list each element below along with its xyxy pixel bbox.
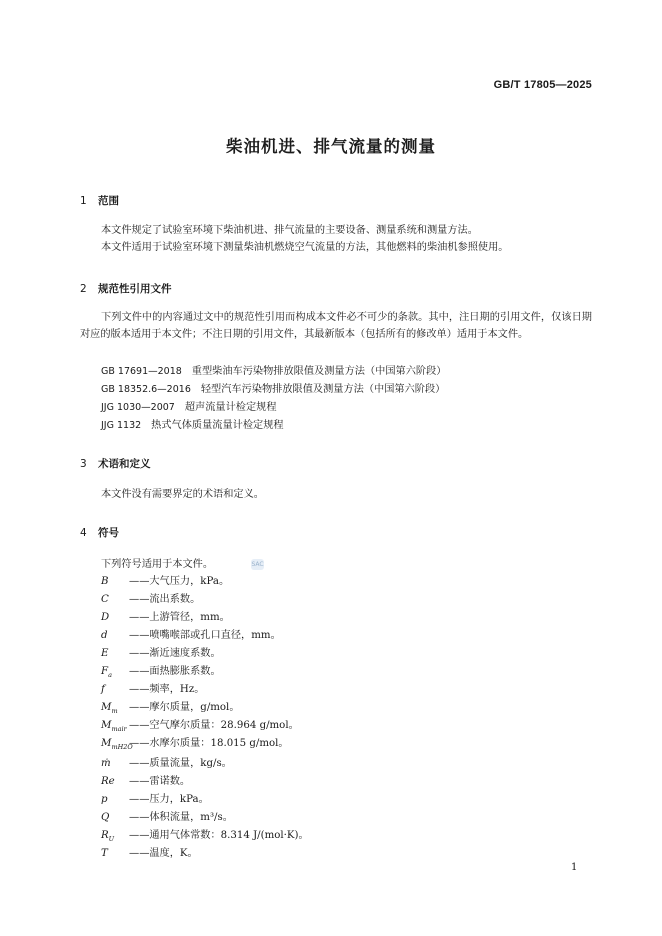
symbol-definition: ——雷诺数。 (129, 776, 191, 787)
symbol-row (101, 845, 198, 862)
symbol-row (101, 627, 281, 644)
symbol-definition: ——温度，K。 (129, 848, 198, 859)
reference-name: 超声流量计检定规程 (184, 402, 277, 413)
symbol-row (101, 699, 240, 716)
section-number: 3 (80, 458, 87, 470)
section-1-heading (80, 193, 119, 208)
symbol-row (101, 827, 309, 844)
section-3-paragraph: 本文件没有需要界定的术语和定义。 (101, 489, 264, 500)
symbol: $M_{mH2O}$ (101, 738, 133, 752)
section-2-heading (80, 281, 172, 296)
symbol: d (101, 630, 108, 641)
symbol: D (101, 612, 110, 623)
symbol-row (101, 773, 190, 790)
symbol-row (101, 645, 221, 662)
symbol-definition: ——摩尔质量，g/mol。 (129, 702, 240, 713)
section-3-heading (80, 456, 151, 471)
reference-line (101, 380, 445, 395)
section-number: 2 (80, 283, 87, 295)
symbol-definition: ——通用气体常数：8.314 J/(mol·K)。 (129, 830, 309, 841)
section-title: 规范性引用文件 (98, 283, 172, 295)
symbol: T (101, 848, 108, 859)
symbol: f (101, 684, 105, 695)
symbol-row (101, 809, 233, 826)
section-2-intro: 下列文件中的内容通过文中的规范性引用而构成本文件必不可少的条款。其中，注日期的引用文件，仅该日期对应的版本适用于本文件；不注日期的引用文件，其最新版本（包括所有的修改单）适用于本文件。 (80, 312, 592, 340)
symbol-definition: ——喷嘴喉部或孔口直径，mm。 (129, 630, 281, 641)
symbol-row (101, 755, 232, 772)
reference-name: 轻型汽车污染物排放限值及测量方法（中国第六阶段） (200, 384, 446, 395)
symbol-row (101, 681, 204, 698)
section-number: 1 (80, 195, 87, 207)
standard-code: GB/T 17805—2025 (493, 79, 592, 91)
symbol-definition: ——压力，kPa。 (129, 794, 209, 805)
symbol: E (101, 648, 109, 659)
reference-name: 重型柴油车污染物排放限值及测量方法（中国第六阶段） (191, 366, 447, 377)
section-4-heading (80, 525, 119, 540)
symbol: ṁ (101, 758, 111, 769)
section-title: 术语和定义 (98, 458, 151, 470)
symbol-definition: ——上游管径，mm。 (129, 612, 230, 623)
symbol-row (101, 717, 299, 734)
symbol: Q (101, 812, 110, 823)
symbol-row (101, 609, 230, 626)
symbol-row (101, 591, 200, 608)
reference-code: GB 17691—2018 (101, 366, 182, 377)
symbol-definition: ——质量流量，kg/s。 (129, 758, 232, 769)
symbol-row (101, 573, 229, 590)
symbol: $R_U$ (101, 830, 115, 844)
symbol-row (101, 735, 289, 752)
symbol: $M_{mair}$ (101, 720, 127, 734)
symbol-row (101, 663, 221, 680)
symbol-definition: ——空气摩尔质量：28.964 g/mol。 (129, 720, 299, 731)
document-title: 柴油机进、排气流量的测量 (226, 137, 436, 156)
page-number: 1 (571, 862, 578, 873)
symbol: B (101, 576, 109, 587)
symbol: $F_a$ (101, 666, 112, 680)
symbol-definition: ——水摩尔质量：18.015 g/mol。 (129, 738, 289, 749)
symbol-definition: ——流出系数。 (129, 594, 201, 605)
section-title: 范围 (98, 195, 119, 207)
symbol-definition: ——体积流量，m³/s。 (129, 812, 233, 823)
symbol-definition: ——面热膨胀系数。 (129, 666, 221, 677)
watermark-icon: SAC (251, 561, 264, 568)
reference-line (101, 416, 284, 431)
reference-code: GB 18352.6—2016 (101, 384, 191, 395)
reference-line (101, 362, 446, 377)
reference-name: 热式气体质量流量计检定规程 (151, 420, 284, 431)
reference-line (101, 398, 277, 413)
symbol: $M_m$ (101, 702, 118, 716)
symbol: Re (101, 776, 115, 787)
section-title: 符号 (98, 527, 119, 539)
symbol: p (101, 794, 108, 805)
symbol-definition: ——频率，Hz。 (129, 684, 205, 695)
symbol: C (101, 594, 109, 605)
symbol-row (101, 791, 209, 808)
reference-code: JJG 1132 (101, 420, 142, 431)
reference-code: JJG 1030—2007 (101, 402, 175, 413)
symbol-definition: ——渐近速度系数。 (129, 648, 221, 659)
section-1-paragraph-1: 本文件规定了试验室环境下柴油机进、排气流量的主要设备、测量系统和测量方法。 (101, 225, 478, 236)
section-1-paragraph-2: 本文件适用于试验室环境下测量柴油机燃烧空气流量的方法，其他燃料的柴油机参照使用。 (101, 242, 509, 253)
section-number: 4 (80, 527, 87, 539)
section-4-intro: 下列符号适用于本文件。 (101, 559, 214, 570)
symbol-definition: ——大气压力，kPa。 (129, 576, 230, 587)
